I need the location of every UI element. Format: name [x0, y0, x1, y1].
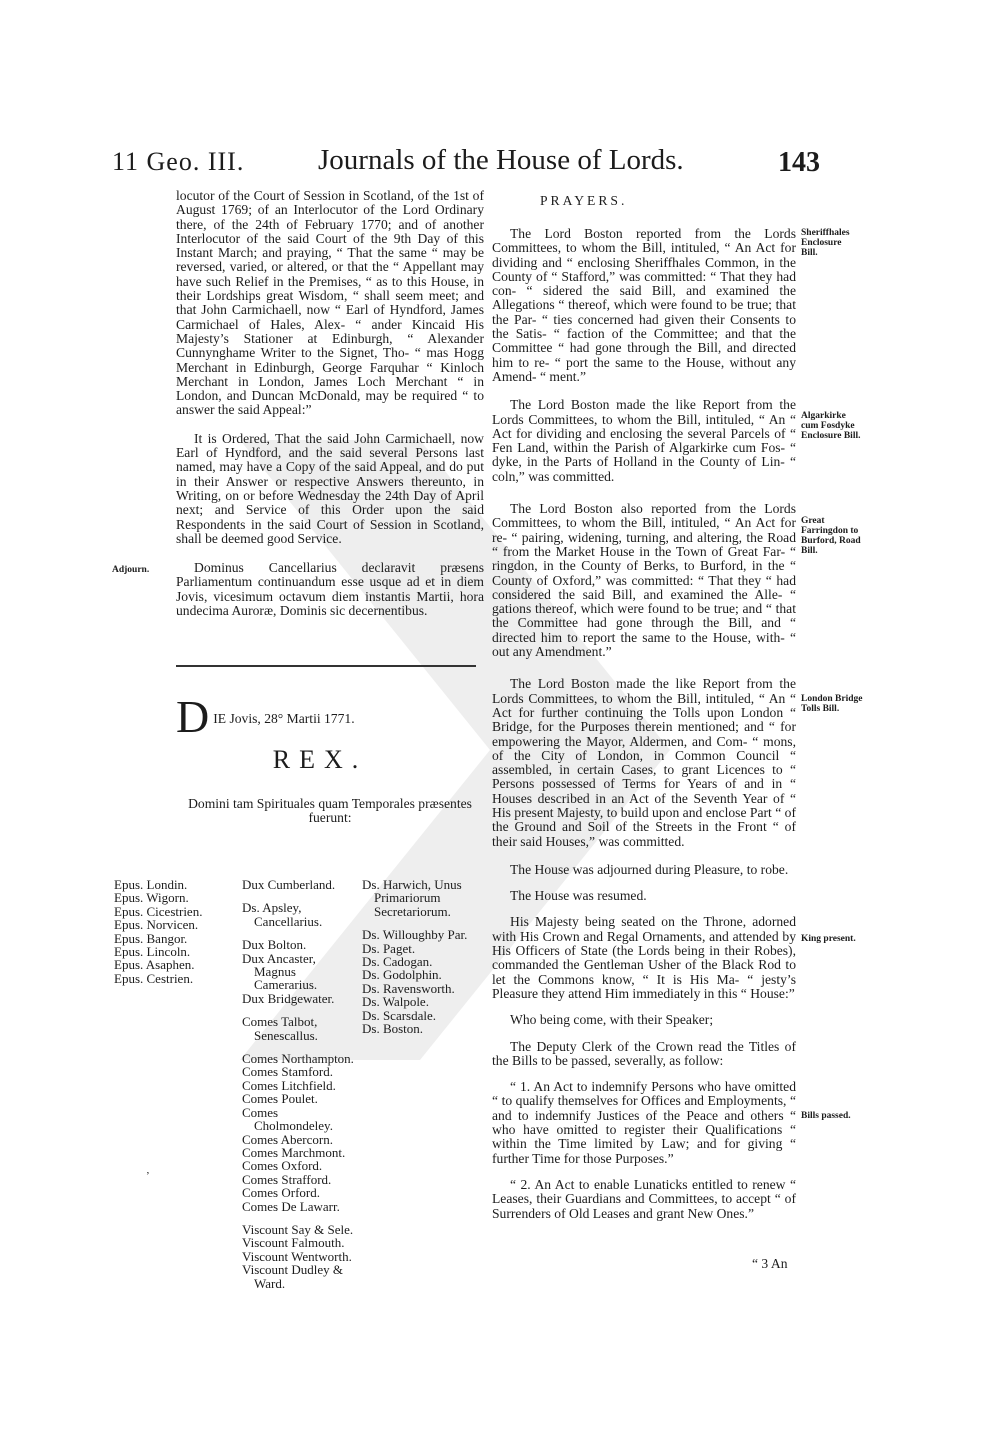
list-item: Comes Northampton. — [242, 1051, 354, 1067]
list-item: Dux Bolton. — [242, 937, 307, 953]
speaker-paragraph: Who being come, with their Speaker; — [510, 1012, 714, 1028]
algarkirke-report-paragraph: The Lord Boston made the like Report from the Lords Committees, to whom the Bill, intituled, “ An “ Act for dividing and enclosing the several Parcels of “ Fen Land, within the Parish of Algarkirke cum Fos- “ dyke, in the Parts of Holland in the County of Lin- “ coln,” was committed. — [492, 397, 796, 484]
list-item: Epus. Lincoln. — [114, 944, 191, 960]
list-item: Ds. Boston. — [362, 1021, 424, 1037]
section-divider — [176, 665, 476, 667]
list-item: Ds. Paget. — [362, 940, 416, 956]
bill-2-paragraph: “ 2. An Act to enable Lunaticks entitled to renew “ Leases, their Guardians and Committees, to accept “ of Surrenders of Old Leases and grant New Ones.” — [492, 1176, 796, 1221]
attendance-peers-column — [242, 878, 360, 1290]
list-item: Epus. Cestrien. — [114, 970, 194, 986]
list-item: Comes Abercorn. — [242, 1131, 333, 1147]
adjourn-paragraph: Dominus Cancellarius declaravit præsens Parliamentum continuandum esse usque ad et in diem Jovis, vicesimum octavum diem instantis Martii, hora undecima Auroræ, Dominis sic decernentibus. — [176, 560, 484, 618]
margin-note-adjourn: Adjourn. — [112, 565, 150, 575]
list-item: Epus. Bangor. — [114, 930, 188, 946]
king-present-paragraph: His Majesty being seated on the Throne, adorned with His Crown and Regal Ornaments, and attended by His Officers of State (the Lords being in their Robes), commanded the Gentleman Usher of the Black Rod to let the Commons know, “ It is His Ma- “ jesty’s Pleasure they attend Him immediately in this “ House:” — [492, 914, 796, 1001]
right-column-text — [492, 227, 796, 1225]
list-item: Ds. Walpole. — [362, 994, 429, 1010]
session-date — [176, 691, 355, 742]
list-item: Ds. Ravensworth. — [362, 980, 455, 996]
farringdon-road-report-paragraph: The Lord Boston also reported from the Lords Committees, to whom the Bill, intituled, “ An Act for re- “ pairing, widening, turning, and altering, the Road “ from the Market House in the Town of Great Far- “ ringdon, in the County of Berks, to Burford, in the “ County of Oxford,” was committed: “ That they “ had considered the said Bill, and examined the Alle- “ gations thereof, which were found to be true; and “ that the Committee had gone through the Bill, and “ directed him to report the same to the House, with- “ out any Amendment.” — [492, 501, 796, 660]
page-number: 143 — [778, 147, 820, 178]
left-column-text — [176, 189, 484, 560]
list-item: Epus. Londin. — [114, 877, 188, 892]
list-item: Ds. Cadogan. — [362, 954, 433, 970]
order-paragraph: It is Ordered, That the said John Carmichaell, now Earl of Hyndford, and the said several Persons last named, may have a Copy of the said Appeal, and do put in their Answer or respective Answers thereunto, in Writing, on or before Wednesday the 24th Day of April next; and Service of this Order upon the said Respondents in the said Court of Session in Scotland, shall be deemed good Service. — [176, 430, 484, 546]
margin-note-king-present: King present. — [801, 934, 856, 944]
margin-note-sheriffhales: Sheriffhales Enclosure Bill. — [801, 228, 850, 258]
list-item: Viscount Dudley & Ward. — [242, 1262, 344, 1291]
titles-read-paragraph: The Deputy Clerk of the Crown read the Titles of the Bills to be passed, severally, as follow: — [492, 1038, 796, 1068]
margin-note-bills-passed: Bills passed. — [801, 1111, 851, 1121]
prayers-heading: PRAYERS. — [540, 193, 628, 208]
date-text: IE Jovis, 28° Martii 1771. — [213, 711, 355, 726]
adjourned-paragraph: The House was adjourned during Pleasure, to robe. — [510, 861, 789, 877]
list-item: Comes Oxford. — [242, 1158, 323, 1174]
list-item: Ds. Apsley, Cancellarius. — [242, 900, 323, 929]
list-item: Dux Cumberland. — [242, 877, 336, 892]
rex-heading: REX. — [272, 745, 368, 774]
journal-title-header: Journals of the House of Lords. — [318, 144, 684, 176]
list-item: Comes Litchfield. — [242, 1077, 336, 1093]
list-item: Dux Ancaster, Magnus Camerarius. — [242, 950, 318, 993]
list-item: Comes Cholmondeley. — [242, 1104, 333, 1134]
list-item: Viscount Wentworth. — [242, 1248, 352, 1264]
list-item: Comes Talbot, Senescallus. — [242, 1014, 318, 1043]
list-item: Viscount Say & Sele. — [242, 1221, 354, 1237]
list-item: Epus. Asaphen. — [114, 957, 195, 973]
margin-note-farringdon: Great Farringdon to Burford, Road Bill. — [801, 516, 861, 556]
margin-mark: ʼ — [146, 1170, 150, 1182]
list-item: Comes Stamford. — [242, 1064, 333, 1080]
attendance-bishops-column — [114, 878, 226, 985]
list-item: Ds. Willoughby Par. — [362, 927, 468, 943]
list-item: Epus. Wigorn. — [114, 890, 189, 906]
sheriffhales-report-paragraph: The Lord Boston reported from the Lords Committees, to whom the Bill, intituled, “ An Act for dividing and “ enclosing Sheriffhales Common, in the County of “ Stafford,” was committed: “ That they had con- “ sidered the said Bill, and examined the Allegations “ thereof, which were found to be true; that the Par- “ ties concerned had given their Consents to the Satis- “ faction of the Committee; and that the Committee “ had gone through the Bill, and directed him to re- “ port the same to the House, without any Amend- “ ment.” — [492, 226, 796, 384]
attendance-barons-column — [362, 878, 486, 1035]
catchword: “ 3 An — [752, 1256, 788, 1271]
bill-1-paragraph: “ 1. An Act to indemnify Persons who have omitted “ to qualify themselves for Offices and Employments, “ and to indemnify Justices of the Peace and others “ who have omitted to register their Qualifications “ within the Time limited by Law; and for giving “ further Time for those Purposes.” — [492, 1079, 796, 1166]
margin-note-london-bridge: London Bridge Tolls Bill. — [801, 694, 863, 714]
list-item: Comes Strafford. — [242, 1171, 332, 1187]
list-item: Ds. Godolphin. — [362, 967, 442, 983]
list-item: Ds. Harwich, Unus Primariorum Secretariorum. — [362, 877, 462, 919]
list-item: Comes De Lawarr. — [242, 1198, 340, 1214]
attendance-intro: Domini tam Spirituales quam Temporales præsentes fuerunt: — [188, 796, 472, 826]
list-item: Ds. Scarsdale. — [362, 1007, 437, 1023]
list-item: Dux Bridgewater. — [242, 990, 335, 1006]
list-item: Comes Orford. — [242, 1185, 320, 1201]
date-drop-cap: D — [176, 691, 210, 742]
list-item: Comes Marchmont. — [242, 1144, 346, 1160]
list-item: Comes Poulet. — [242, 1091, 318, 1107]
appeal-paragraph: locutor of the Court of Session in Scotland, of the 1st of August 1769; of an Interlocutor of the Lord Ordinary there, of the 24th of February 1770; and of another Interlocutor of the said Court of the 9th Day of this Instant March; and praying, “ That the same “ may be reversed, varied, or altered, or that the “ Appellant may have such Relief in the Premises, “ as to this House, in their Lordships great Wisdom, “ shall seem meet; and that John Carmichaell, now “ Earl of Hyndford, James Carmichael of Hales, Alex- “ ander Kincaid His Majesty’s Stationer at Edinburgh, “ Alexander Cunnynghame Writer to the Signet, Tho- “ mas Hogg Merchant in Edinburgh, George Farquhar “ Kinloch Merchant in London, James Loch Merchant “ in London, and Duncan McDonald, may be required “ to answer the said Appeal:” — [176, 188, 484, 418]
list-item: Viscount Falmouth. — [242, 1235, 345, 1251]
regnal-year-header: 11 Geo. III. — [112, 147, 245, 176]
list-item: Epus. Cicestrien. — [114, 903, 203, 919]
london-bridge-report-paragraph: The Lord Boston made the like Report from the Lords Committees, to whom the Bill, intituled, “ An “ Act for further continuing the Tolls upon London “ Bridge, for the Purposes therein mentioned; and “ for empowering the Mayor, Aldermen, and Com- “ mons, of the City of London, in Common Council “ assembled, in certain Cases, to grant Licences to “ Persons possessed of Terms for Years of and in “ Houses described in an Act of the Seventh Year of “ His present Majesty, to build upon and enclose Part “ of the Ground and Soil of the Streets in the Front “ of their said Houses,” was committed. — [492, 676, 796, 849]
resumed-paragraph: The House was resumed. — [510, 888, 647, 904]
list-item: Epus. Norvicen. — [114, 917, 199, 933]
margin-note-algarkirke: Algarkirke cum Fosdyke Enclosure Bill. — [801, 411, 861, 441]
